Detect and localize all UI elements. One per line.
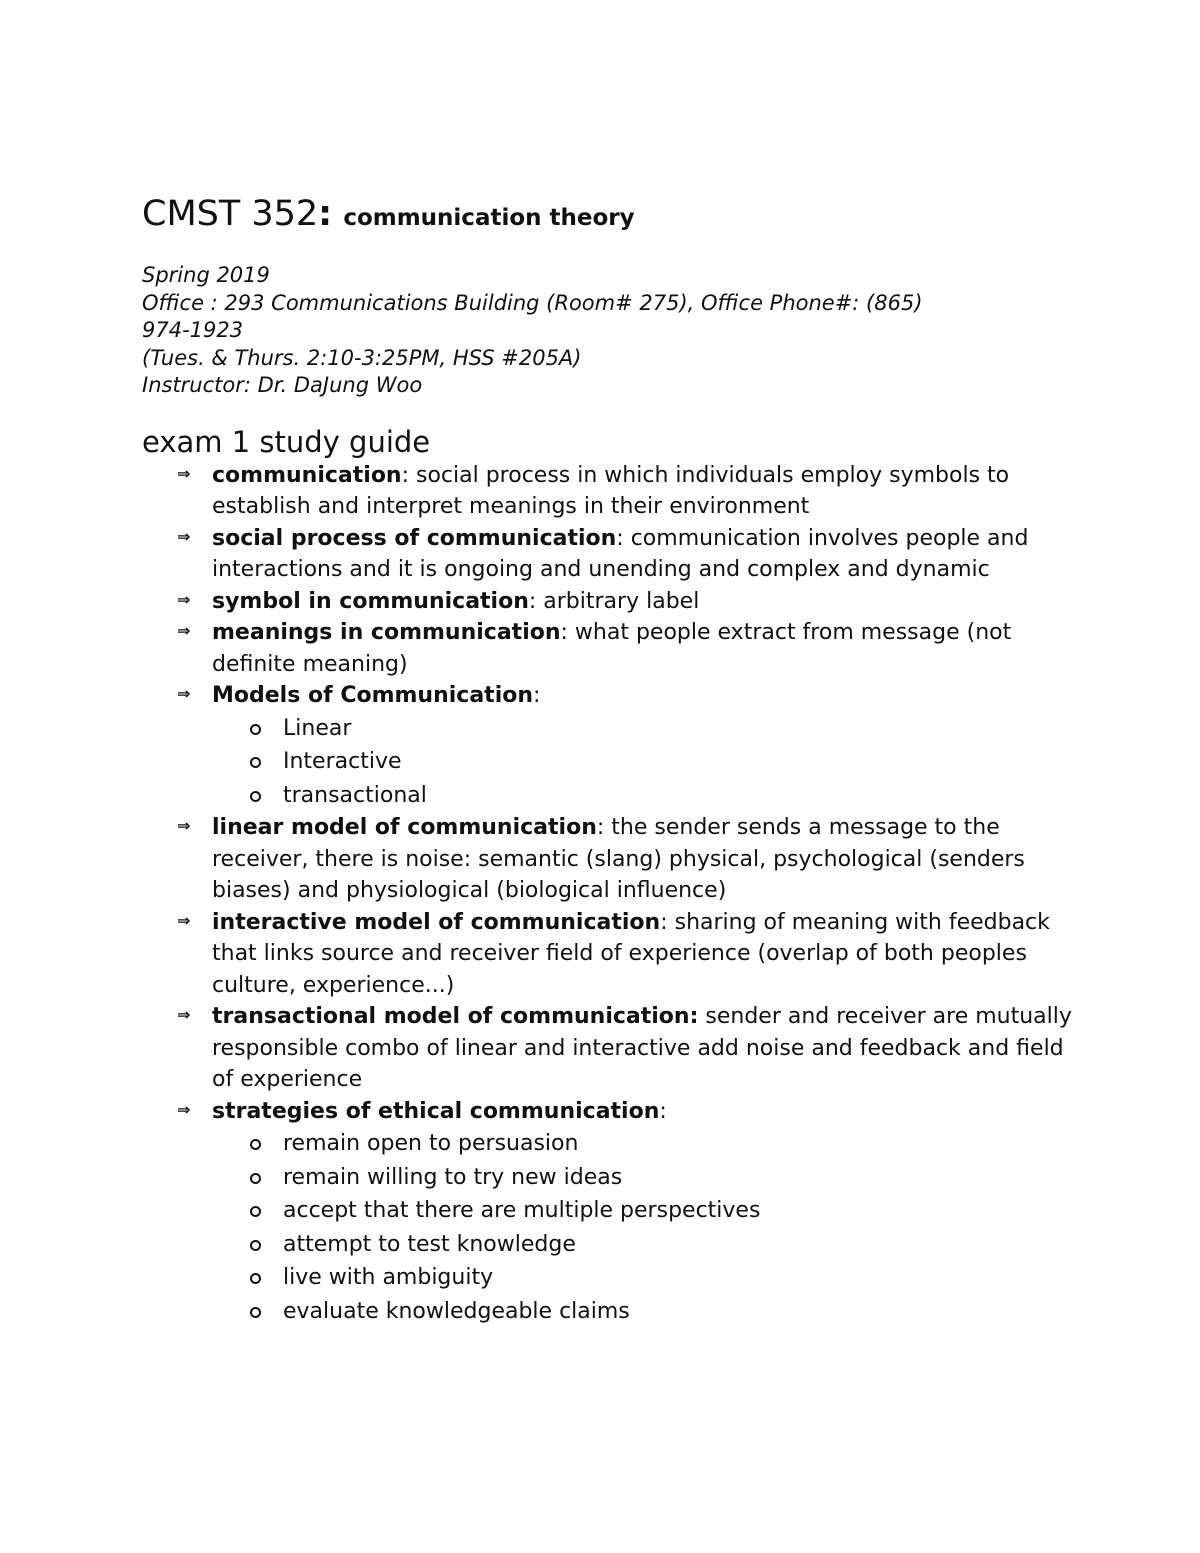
term-separator: : [616,525,631,551]
sub-list-item [142,1295,1072,1329]
office-phone-line: 974-1923 [142,318,244,342]
term-separator: : [533,683,541,708]
study-guide-list [142,460,1072,1329]
double-arrow-right-icon: ⇒ [177,910,191,930]
study-guide-item [142,812,1072,907]
term-definition: what people extract from message (not definite meaning) [212,620,1012,677]
study-guide-item [142,907,1072,1002]
sub-list-item-text: attempt to test knowledge [283,1231,576,1257]
term-label: linear model of communication [212,815,597,840]
course-code: CMST 352 [142,194,319,234]
double-arrow-right-icon: ⇒ [177,1005,191,1024]
term-separator: : [528,588,544,614]
study-guide-item [142,1001,1072,1096]
term-label: Models of Communication [212,683,534,708]
term-label: communication [212,462,402,488]
sub-list-item-text: Interactive [283,749,402,774]
sub-list-item [142,1161,1072,1195]
hollow-circle-icon [250,1173,261,1184]
term-definition: social process in which individuals employ symbols to establish and interpret meanings in their environment [212,462,1010,519]
sub-list-item-text: evaluate knowledgeable claims [283,1298,630,1324]
term-definition: sharing of meaning with feedback that links source and receiver field of experience (overlap of both peoples culture, experience...) [212,909,1050,998]
term-label: social process of communication [212,525,617,551]
sub-list-item [142,779,1072,813]
term-definition: communication involves people and interactions and it is ongoing and unending and complex and dynamic [212,525,1029,582]
instructor-line: Instructor: Dr. DaJung Woo [142,373,423,397]
sub-list [212,712,1072,813]
double-arrow-right-icon: ⇒ [177,589,191,609]
double-arrow-right-icon: ⇒ [177,1099,191,1119]
double-arrow-right-icon: ⇒ [177,526,191,546]
term-line: Spring 2019 [142,263,270,287]
double-arrow-right-icon: ⇒ [177,463,191,483]
sub-list-item-text: live with ambiguity [283,1265,494,1290]
hollow-circle-icon [250,1307,261,1318]
double-arrow-right-icon: ⇒ [177,816,191,835]
study-guide-item [142,523,1072,586]
term-definition: the sender sends a message to the receiver, there is noise: semantic (slang) physical, psychological (senders biases) and physiological (biological influence) [212,815,1025,903]
hollow-circle-icon [250,1273,261,1284]
sub-list [212,1127,1072,1328]
sub-list-item [142,1127,1072,1161]
schedule-line: (Tues. & Thurs. 2:10-3:25PM, HSS #205A) [142,345,582,370]
study-guide-item [142,1096,1072,1329]
term-definition: sender and receiver are mutually responsible combo of linear and interactive add noise and feedback and field of experience [212,1004,1072,1092]
document-title [142,184,1072,248]
study-guide-item [142,460,1072,523]
term-label: symbol in communication [212,588,529,614]
sub-list-item [142,1194,1072,1228]
term-label: meanings in communication [212,620,561,645]
term-label: interactive model of communication [212,909,661,935]
hollow-circle-icon [250,1206,261,1217]
sub-list-item-text: transactional [283,782,427,808]
sub-list-item [142,712,1072,746]
hollow-circle-icon [250,791,261,802]
sub-list-item-text: Linear [283,715,352,741]
hollow-circle-icon [250,757,261,768]
course-info [142,262,1072,400]
sub-list-item-text: remain open to persuasion [283,1131,579,1156]
term-definition: arbitrary label [543,588,700,614]
sub-list-item [142,745,1072,779]
term-separator: : [660,909,675,935]
sub-list-item-text: accept that there are multiple perspectives [283,1198,761,1223]
course-code-separator: : [318,194,333,234]
study-guide-item [142,586,1072,618]
sub-list-item [142,1261,1072,1295]
term-separator: : [659,1098,667,1124]
course-name: communication theory [343,205,635,231]
hollow-circle-icon [250,1139,261,1150]
hollow-circle-icon [250,724,261,735]
term-separator: : [596,815,612,840]
term-label: strategies of ethical communication [212,1098,660,1124]
study-guide-item [142,680,1072,812]
sub-list-item-text: remain willing to try new ideas [283,1164,623,1190]
term-separator: : [401,462,416,488]
study-guide-item [142,617,1072,680]
term-separator: : [560,620,575,645]
office-line: Office : 293 Communications Building (Room# 275), Office Phone#: (865) [142,290,923,315]
double-arrow-right-icon: ⇒ [177,621,191,640]
term-label: transactional model of communication: [212,1004,699,1029]
sub-list-item [142,1228,1072,1262]
hollow-circle-icon [250,1240,261,1251]
document-page [142,184,1072,1328]
double-arrow-right-icon: ⇒ [177,684,191,703]
section-heading: exam 1 study guide [142,424,431,459]
